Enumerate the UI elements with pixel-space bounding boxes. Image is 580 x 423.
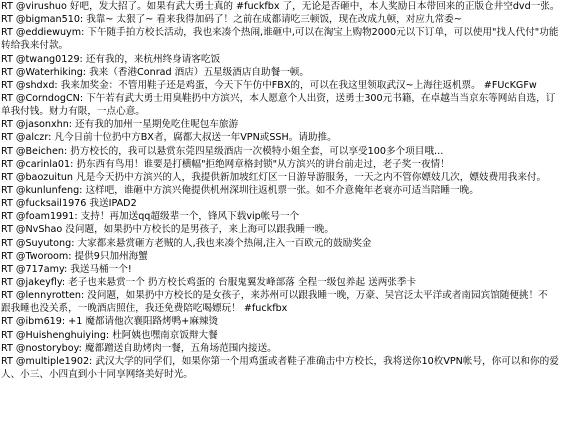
feed-line: 跟我睡也没关系，一晚酒店照住，我还免费陪吃喝嫖玩！ #fuckfbx bbox=[1, 303, 288, 315]
feed-line: 人、小三、小四直到小十同享网络美好时光。 bbox=[1, 368, 193, 380]
feed-line: RT @Tworoom: 提供9只加州海蟹 bbox=[1, 250, 148, 262]
feed-line: RT @Waterhiking: 我来（香港Conrad 酒店）五星级酒店自助餐一顿。 bbox=[1, 66, 309, 78]
feed-line: RT @Suyutong: 大家都来悬赏砸方老贼的人,我也来凑个热闹,注入一百欧元的鼓励奖金 bbox=[1, 237, 372, 249]
feed-line: RT @Huishenghuiying: 杜阿姨也嘿南京饭辩大餐 bbox=[1, 329, 218, 341]
feed-line: RT @717amy: 我送马桶一个! bbox=[1, 263, 132, 275]
feed-line: RT @nostoryboy: 魔都蹭送自助烤肉一餐，五角场范围内接送。 bbox=[1, 342, 277, 354]
feed-line: RT @lennyrotten: 没问题，如果扔中方校长的是女孩子，来苏州可以跟我睡一晚，万豪、吴宫泛太平洋或者南园宾馆随便挑！不 bbox=[1, 290, 548, 302]
feed-line: 单我付钱。财力有限，一点心意。 bbox=[1, 106, 145, 118]
feed-line: RT @CorndogCN: 下午若有武大勇士用臭鞋扔中方滨兴，本人愿意个人出资，送勇士300元书籍，在卓越当当京东等网站自选，订 bbox=[1, 92, 556, 104]
feed-line: RT @twang0129: 还有我的，来杭州终身请客吃饭 bbox=[1, 53, 221, 65]
feed-line: RT @fucksail1976 我送IPAD2 bbox=[1, 198, 137, 210]
feed-line: RT @NvShao 没问题，如果扔中方校长的是男孩子，来上海可以跟我睡一晚。 bbox=[1, 224, 334, 236]
feed-line: RT @multiple1902: 武汉大学的同学们，如果你第一个用鸡蛋或者鞋子准确击中方校长，我将送你10枚VPN帐号，你可以和你的爱 bbox=[1, 355, 559, 367]
feed-line: 转给我来付款。 bbox=[1, 40, 69, 52]
retweet-feed bbox=[1, 0, 579, 381]
feed-line: RT @carinla01: 扔东西有鸟用！谁要是打横幅"拒绝网章格封锁"从方滨兴的讲台前走过，老子奖一夜情！ bbox=[1, 158, 450, 170]
feed-line: RT @bigman510: 我靠~ 太狠了~ 看来我得加码了！之前在成都请吃三顿饭，现在改成九顿，对应九常委~ bbox=[1, 14, 462, 26]
feed-line: RT @eddiewuym: 下午随手拍方校长活动，我也来凑个热闹,谁砸中,可以在淘宝上购物2000元以下订单，可以使用"找人代付"功能 bbox=[1, 27, 559, 39]
feed-line: RT @ibm619: +1 魔都请他次襄阳路烤鸭+麻辣烫 bbox=[1, 316, 219, 328]
feed-line: RT @jasonxhn: 还有我的加州一星期免吃住呢包车旅游 bbox=[1, 119, 239, 131]
feed-line: RT @foam1991: 支持！再加送qq超级辈一个，锋风下载vip帐号一个 bbox=[1, 211, 300, 223]
feed-line: RT @alczr: 凡今日前十位扔中方BX者，腐都大叔送一年VPN或SSH。请助推。 bbox=[1, 132, 337, 144]
feed-line: RT @virushuo 好吧，发大招了。如果有武大勇士真的 #fuckfbx 了，无论是否砸中，本人奖励日本带回来的正版仓井空dvd一张。 bbox=[1, 1, 560, 12]
feed-line: RT @jakeyfly: 老子也来悬赏一个 扔方校长鸡蛋的 台服鬼翼发峰部落 全程一级包养起 送两张季卡 bbox=[1, 276, 417, 288]
feed-line: RT @kunlunfeng: 这样吧，谁砸中方滨兴俺提供机州深圳往返机票一张。如不介意俺年老衰亦可适当陪睡一晚。 bbox=[1, 184, 479, 196]
feed-line: RT @shdxd: 我来加奖金：不管用鞋子还是鸡蛋，今天下午仿中FBX的，可以在我这里领取武汉~上海往返机票。 #FUcKGFw bbox=[1, 79, 537, 91]
feed-line: RT @Beichen: 扔方校长的，我可以悬赏东莞四星级酒店一次模特小姐全套，可以享受100多个项目哦… bbox=[1, 145, 444, 157]
feed-line: RT @baozuitun 凡是今天扔中方滨兴的人，我提供新加坡红灯区一日游导游服务，一天之内不管你嫖妓几次，嫖妓费用我来付。 bbox=[1, 171, 547, 183]
